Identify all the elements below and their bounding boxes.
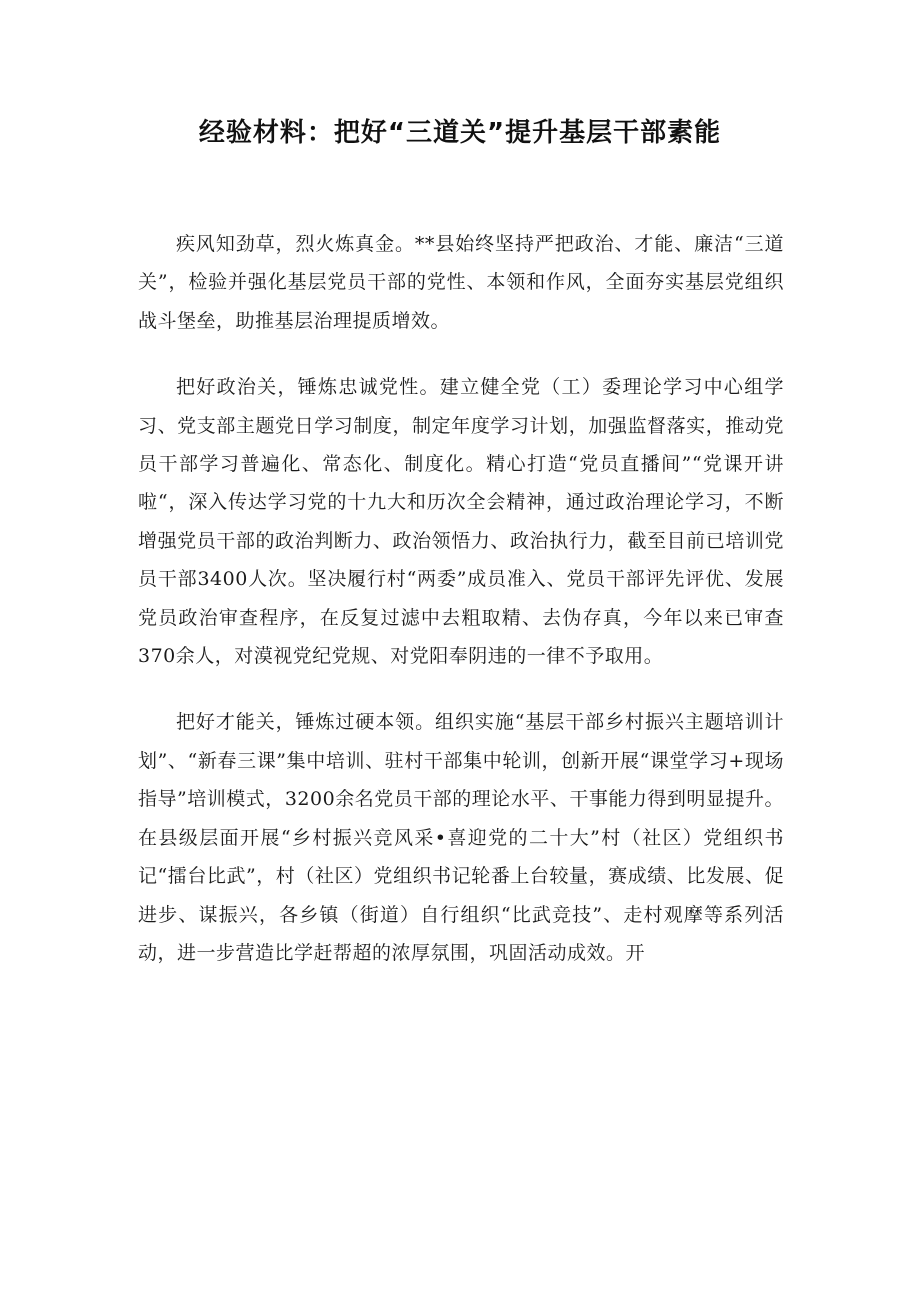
document-body — [138, 225, 784, 1000]
paragraph-intro: 疾风知劲草，烈火炼真金。**县始终坚持严把政治、才能、廉洁“三道关”，检验并强化基层党员干部的党性、本领和作风，全面夯实基层党组织战斗堡垒，助推基层治理提质增效。 — [138, 233, 784, 332]
paragraph-political: 把好政治关，锤炼忠诚党性。建立健全党（工）委理论学习中心组学习、党支部主题党日学习制度，制定年度学习计划，加强监督落实，推动党员干部学习普遍化、常态化、制度化。精心打造“党员直播间”“党课开讲啦“，深入传达学习党的十九大和历次全会精神，通过政治理论学习，不断增强党员干部的政治判断力、政治领悟力、政治执行力，截至目前已培训党员干部3400人次。坚决履行村“两委”成员准入、党员干部评先评优、发展党员政治审查程序，在反复过滤中去粗取精、去伪存真，今年以来已审查370余人，对漠视党纪党规、对党阳奉阴违的一律不予取用。 — [138, 376, 784, 668]
paragraph-ability: 把好才能关，锤炼过硬本领。组织实施“基层干部乡村振兴主题培训计划”、“新春三课”集中培训、驻村干部集中轮训，创新开展“课堂学习+现场指导”培训模式，3200余名党员干部的理论水平、干事能力得到明显提升。在县级层面开展“乡村振兴竞风采•喜迎党的二十大”村（社区）党组织书记“擂台比武”，村（社区）党组织书记轮番上台较量，赛成绩、比发展、促进步、谋振兴，各乡镇（街道）自行组织“比武竞技”、走村观摩等系列活动，进一步营造比学赶帮超的浓厚氛围，巩固活动成效。开 — [138, 711, 784, 964]
document-title: 经验材料：把好“三道关”提升基层干部素能 — [198, 118, 722, 148]
